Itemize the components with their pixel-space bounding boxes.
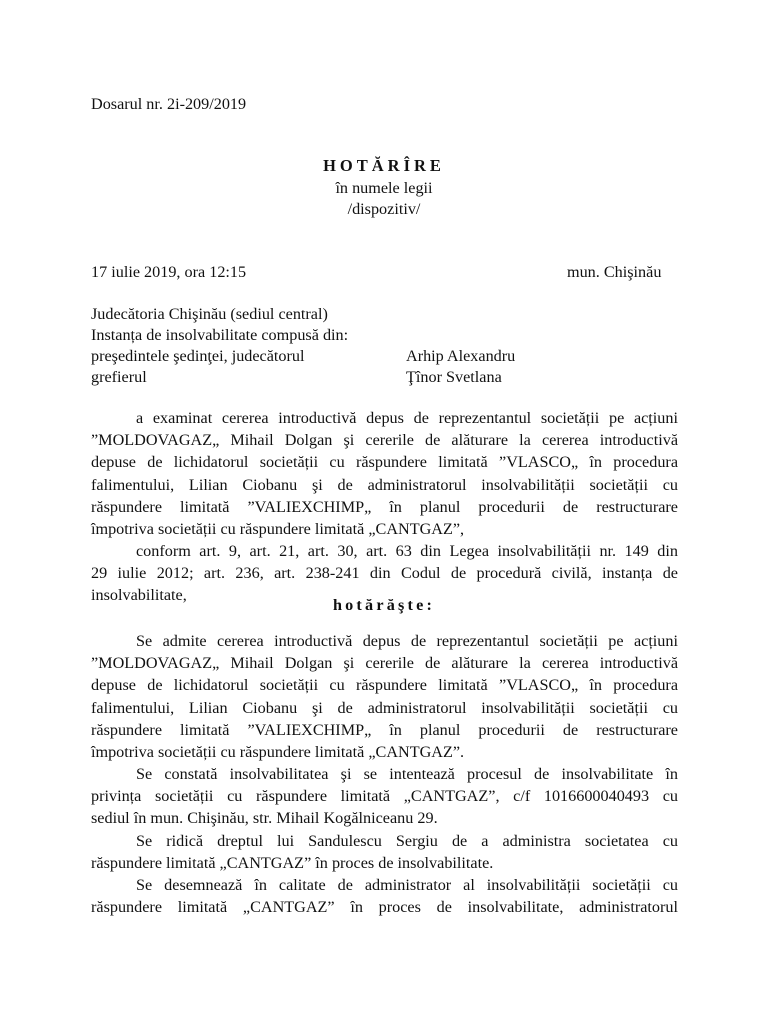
paragraph-line: insolvabilitate, <box>91 586 187 605</box>
clerk-name: Ţînor Svetlana <box>406 368 502 386</box>
paragraph-line: Se desemnează în calitate de administrator al insolvabilității societății cu <box>136 876 678 894</box>
document-subtitle-dispozitiv: /dispozitiv/ <box>347 200 421 218</box>
paragraph-line: Se ridică dreptul lui Sandulescu Sergiu de a administra societatea cu <box>136 832 678 850</box>
case-number: Dosarul nr. 2i-209/2019 <box>91 95 247 113</box>
paragraph-line: conform art. 9, art. 21, art. 30, art. 63 din Legea insolvabilității nr. 149 din <box>136 542 678 560</box>
paragraph-line: privința societății cu răspundere limitată „CANTGAZ”, c/f 1016600040493 cu <box>91 787 678 806</box>
paragraph-line: împotriva societății cu răspundere limitată „CANTGAZ”, <box>91 520 465 539</box>
paragraph-line: depuse de lichidatorul societății cu răspundere limitată ”VLASCO„ în procedura <box>91 453 678 472</box>
document-title: HOTĂRÎRE <box>323 156 445 175</box>
document-subtitle: în numele legii <box>335 179 433 197</box>
paragraph-line: răspundere limitată „CANTGAZ” în proces de insolvabilitate, administratorul <box>91 898 678 917</box>
decision-appointment-paragraph <box>91 874 678 918</box>
decides-heading: hotărăşte: <box>332 596 436 614</box>
paragraph-line: Se constată insolvabilitatea şi se intentează procesul de insolvabilitate în <box>136 765 678 783</box>
intro-paragraph <box>91 407 678 540</box>
paragraph-line: răspundere limitată ”VALIEXCHIMP„ în planul procedurii de restructurare <box>91 497 678 516</box>
paragraph-line: ”MOLDOVAGAZ„ Mihail Dolgan şi cererile de alăturare la cererea introductivă <box>91 654 678 673</box>
decision-removal-paragraph <box>91 830 678 874</box>
paragraph-line: împotriva societății cu răspundere limitată „CANTGAZ”. <box>91 743 465 762</box>
paragraph-line: a examinat cererea introductivă depus de reprezentantul societății pe acțiuni <box>136 409 678 427</box>
paragraph-line: falimentului, Lilian Ciobanu şi de administratorul insolvabilității societății cu <box>91 475 678 494</box>
location: mun. Chişinău <box>567 263 662 281</box>
clerk-role: grefierul <box>91 368 147 386</box>
decision-admit-paragraph <box>91 630 678 763</box>
court-name: Judecătoria Chişinău (sediul central) <box>91 305 328 323</box>
paragraph-line: depuse de lichidatorul societății cu răspundere limitată ”VLASCO„ în procedura <box>91 676 678 695</box>
decision-insolvency-paragraph <box>91 763 678 830</box>
paragraph-line: sediul în mun. Chişinău, str. Mihail Kogălniceanu 29. <box>91 809 438 828</box>
paragraph-line: falimentului, Lilian Ciobanu şi de administratorul insolvabilității societății cu <box>91 698 678 717</box>
judge-role: preşedintele şedinţei, judecătorul <box>91 347 305 365</box>
paragraph-line: răspundere limitată „CANTGAZ” în proces de insolvabilitate. <box>91 854 494 873</box>
paragraph-line: 29 iulie 2012; art. 236, art. 238-241 din Codul de procedură civilă, instanța de <box>91 564 678 583</box>
court-composition: Instanța de insolvabilitate compusă din: <box>91 326 349 344</box>
paragraph-line: răspundere limitată ”VALIEXCHIMP„ în planul procedurii de restructurare <box>91 720 678 739</box>
paragraph-line: Se admite cererea introductivă depus de reprezentantul societății pe acțiuni <box>136 632 678 650</box>
judge-name: Arhip Alexandru <box>406 347 516 365</box>
paragraph-line: ”MOLDOVAGAZ„ Mihail Dolgan şi cererile de alăturare la cererea introductivă <box>91 431 678 450</box>
date-time: 17 iulie 2019, ora 12:15 <box>91 263 247 281</box>
